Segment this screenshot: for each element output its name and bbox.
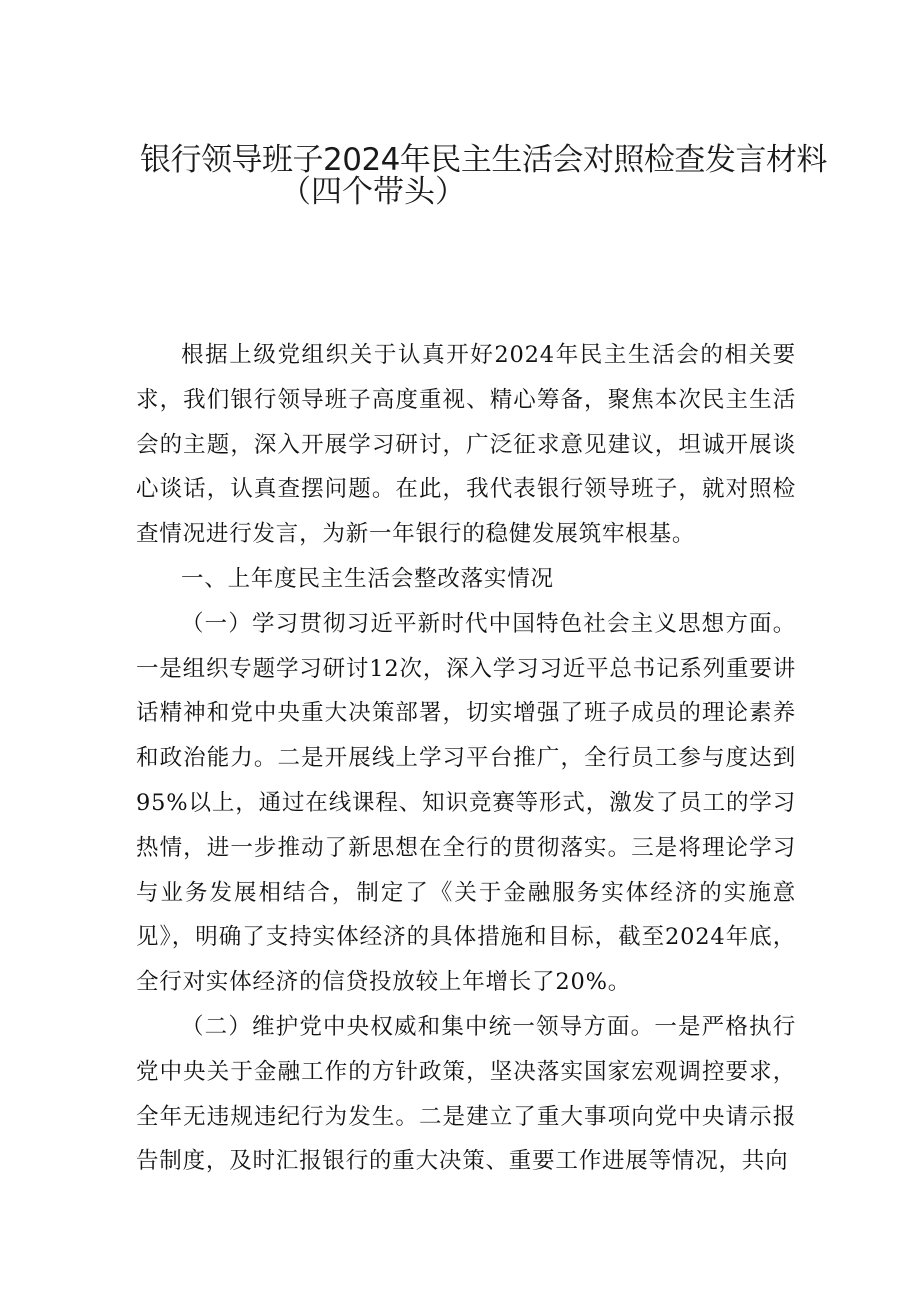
- section-heading-1: 一、上年度民主生活会整改落实情况: [181, 565, 554, 592]
- intro-paragraph: 根据上级党组织关于认真开好2024年民主生活会的相关要求，我们银行领导班子高度重视、精心筹备，聚焦本次民主生活会的主题，深入开展学习研讨，广泛征求意见建议，坦诚开展谈心谈话，认真查摆问题。在此，我代表银行领导班子，就对照检查情况进行发言，为新一年银行的稳健发展筑牢根基。: [136, 342, 796, 548]
- document-body: [136, 333, 796, 1184]
- title-line-1: 银行领导班子2024年民主生活会对照检查发言材料: [140, 142, 827, 178]
- subsection-paragraph-2: （二）维护党中央权威和集中统一领导方面。一是严格执行党中央关于金融工作的方针政策，坚决落实国家宏观调控要求，全年无违规违纪行为发生。二是建立了重大事项向党中央请示报告制度，及时汇报银行的重大决策、重要工作进展等情况，共向: [136, 1013, 796, 1175]
- subsection-paragraph-1: （一）学习贯彻习近平新时代中国特色社会主义思想方面。一是组织专题学习研讨12次，深入学习习近平总书记系列重要讲话精神和党中央重大决策部署，切实增强了班子成员的理论素养和政治能力。二是开展线上学习平台推广，全行员工参与度达到95%以上，通过在线课程、知识竞赛等形式，激发了员工的学习热情，进一步推动了新思想在全行的贯彻落实。三是将理论学习与业务发展相结合，制定了《关于金融服务实体经济的实施意见》，明确了支持实体经济的具体措施和目标，截至2024年底，全行对实体经济的信贷投放较上年增长了20%。: [136, 610, 796, 996]
- title-line-2: （四个带头）: [280, 174, 466, 210]
